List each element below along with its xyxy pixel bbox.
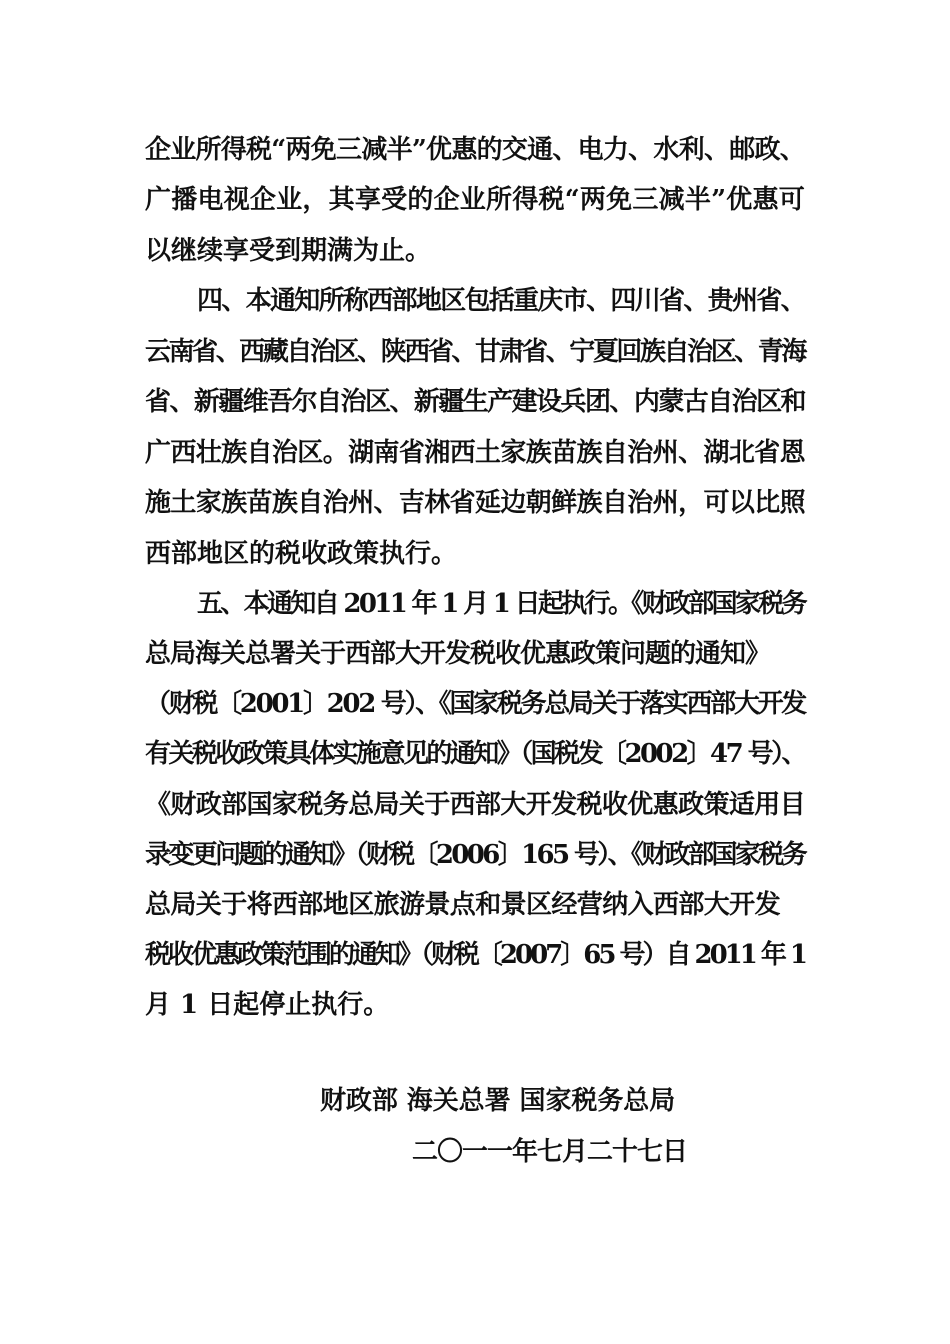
body-line-5: 云南省、西藏自治区、陕西省、甘肃省、宁夏回族自治区、青海 — [145, 337, 805, 367]
body-line-13: 有关税收政策具体实施意见的通知》（国税发〔2002〕47 号）、 — [145, 739, 805, 769]
body-line-9: 西部地区的税收政策执行。 — [145, 539, 458, 569]
body-line-14: 《财政部国家税务总局关于西部大开发税收优惠政策适用目 — [145, 790, 805, 820]
body-line-18: 月 1 日起停止执行。 — [145, 990, 390, 1020]
body-line-2: 广播电视企业，其享受的企业所得税“两免三减半”优惠可 — [145, 185, 805, 215]
body-line-3: 以继续享受到期满为止。 — [145, 236, 432, 266]
issuing-authorities: 财政部 海关总署 国家税务总局 — [320, 1086, 676, 1116]
body-line-17: 税收优惠政策范围的通知》（财税〔2007〕65 号）自 2011 年 1 — [145, 940, 805, 970]
body-line-4: 四、本通知所称西部地区包括重庆市、四川省、贵州省、 — [197, 286, 805, 316]
body-line-11: 总局海关总署关于西部大开发税收优惠政策问题的通知》 — [145, 639, 770, 669]
body-line-12: （财税〔2001〕202 号）、《国家税务总局关于落实西部大开发 — [145, 689, 805, 719]
body-line-7: 广西壮族自治区。湖南省湘西土家族苗族自治州、湖北省恩 — [145, 438, 805, 468]
body-line-1: 企业所得税“两免三减半”优惠的交通、电力、水利、邮政、 — [145, 135, 805, 165]
body-line-6: 省、新疆维吾尔自治区、新疆生产建设兵团、内蒙古自治区和 — [145, 387, 805, 417]
body-line-15: 录变更问题的通知》（财税〔2006〕165 号）、《财政部国家税务 — [145, 840, 805, 870]
body-line-8: 施土家族苗族自治州、吉林省延边朝鲜族自治州，可以比照 — [145, 488, 805, 518]
body-line-10: 五、本通知自 2011 年 1 月 1 日起执行。《财政部国家税务 — [197, 589, 805, 619]
issue-date: 二〇一一年七月二十七日 — [412, 1137, 687, 1167]
body-line-16: 总局关于将西部地区旅游景点和景区经营纳入西部大开发 — [145, 890, 780, 920]
